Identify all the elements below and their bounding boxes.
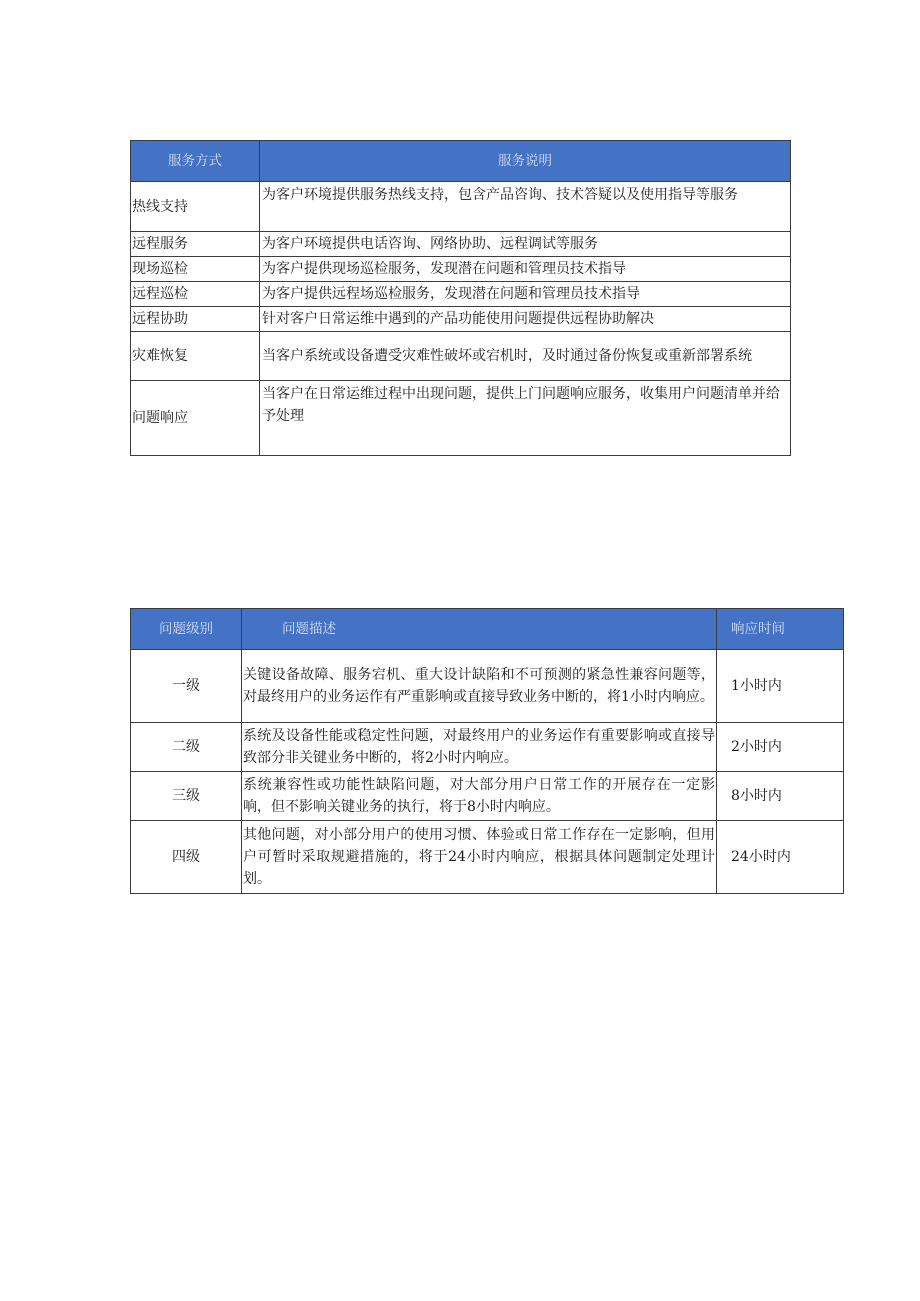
header-problem-level: 问题级别 <box>131 609 242 650</box>
service-desc-cell: 当客户在日常运维过程中出现问题，提供上门问题响应服务，收集用户问题清单并给予处理 <box>260 381 791 456</box>
response-time-cell: 8小时内 <box>717 772 844 821</box>
level-table-header-row <box>131 609 844 650</box>
table-row <box>131 182 791 232</box>
problem-level-table <box>130 608 844 894</box>
table-row <box>131 232 791 257</box>
service-mode-cell: 远程巡检 <box>131 282 260 307</box>
service-mode-cell: 远程协助 <box>131 307 260 332</box>
problem-desc-cell: 系统兼容性或功能性缺陷问题，对大部分用户日常工作的开展存在一定影响，但不影响关键业务的执行，将于8小时内响应。 <box>242 772 717 821</box>
table-row <box>131 332 791 381</box>
problem-desc-cell: 系统及设备性能或稳定性问题，对最终用户的业务运作有重要影响或直接导致部分非关键业务中断的，将2小时内响应。 <box>242 723 717 772</box>
table-row <box>131 307 791 332</box>
table-row <box>131 650 844 723</box>
problem-level-cell: 三级 <box>131 772 242 821</box>
response-time-cell: 2小时内 <box>717 723 844 772</box>
problem-level-cell: 二级 <box>131 723 242 772</box>
service-mode-cell: 热线支持 <box>131 182 260 232</box>
service-desc-cell: 为客户环境提供服务热线支持，包含产品咨询、技术答疑以及使用指导等服务 <box>260 182 791 232</box>
table-row <box>131 257 791 282</box>
header-problem-description: 问题描述 <box>242 609 717 650</box>
problem-desc-cell: 关键设备故障、服务宕机、重大设计缺陷和不可预测的紧急性兼容问题等，对最终用户的业务运作有严重影响或直接导致业务中断的，将1小时内响应。 <box>242 650 717 723</box>
header-response-time: 响应时间 <box>717 609 844 650</box>
response-time-cell: 24小时内 <box>717 821 844 894</box>
table-row <box>131 282 791 307</box>
service-desc-cell: 为客户提供远程场巡检服务，发现潜在问题和管理员技术指导 <box>260 282 791 307</box>
table-row <box>131 772 844 821</box>
service-mode-cell: 问题响应 <box>131 381 260 456</box>
table-row <box>131 821 844 894</box>
service-desc-cell: 为客户提供现场巡检服务，发现潜在问题和管理员技术指导 <box>260 257 791 282</box>
table-row <box>131 723 844 772</box>
problem-level-cell: 一级 <box>131 650 242 723</box>
service-table-header-row <box>131 141 791 182</box>
service-mode-cell: 远程服务 <box>131 232 260 257</box>
table-row <box>131 381 791 456</box>
service-desc-cell: 为客户环境提供电话咨询、网络协助、远程调试等服务 <box>260 232 791 257</box>
service-desc-cell: 当客户系统或设备遭受灾难性破坏或宕机时，及时通过备份恢复或重新部署系统 <box>260 332 791 381</box>
header-service-description: 服务说明 <box>260 141 791 182</box>
problem-desc-cell: 其他问题，对小部分用户的使用习惯、体验或日常工作存在一定影响，但用户可暂时采取规避措施的，将于24小时内响应，根据具体问题制定处理计划。 <box>242 821 717 894</box>
response-time-cell: 1小时内 <box>717 650 844 723</box>
header-service-mode: 服务方式 <box>131 141 260 182</box>
service-desc-cell: 针对客户日常运维中遇到的产品功能使用问题提供远程协助解决 <box>260 307 791 332</box>
service-mode-cell: 现场巡检 <box>131 257 260 282</box>
problem-level-cell: 四级 <box>131 821 242 894</box>
service-mode-table <box>130 140 791 456</box>
service-mode-cell: 灾难恢复 <box>131 332 260 381</box>
